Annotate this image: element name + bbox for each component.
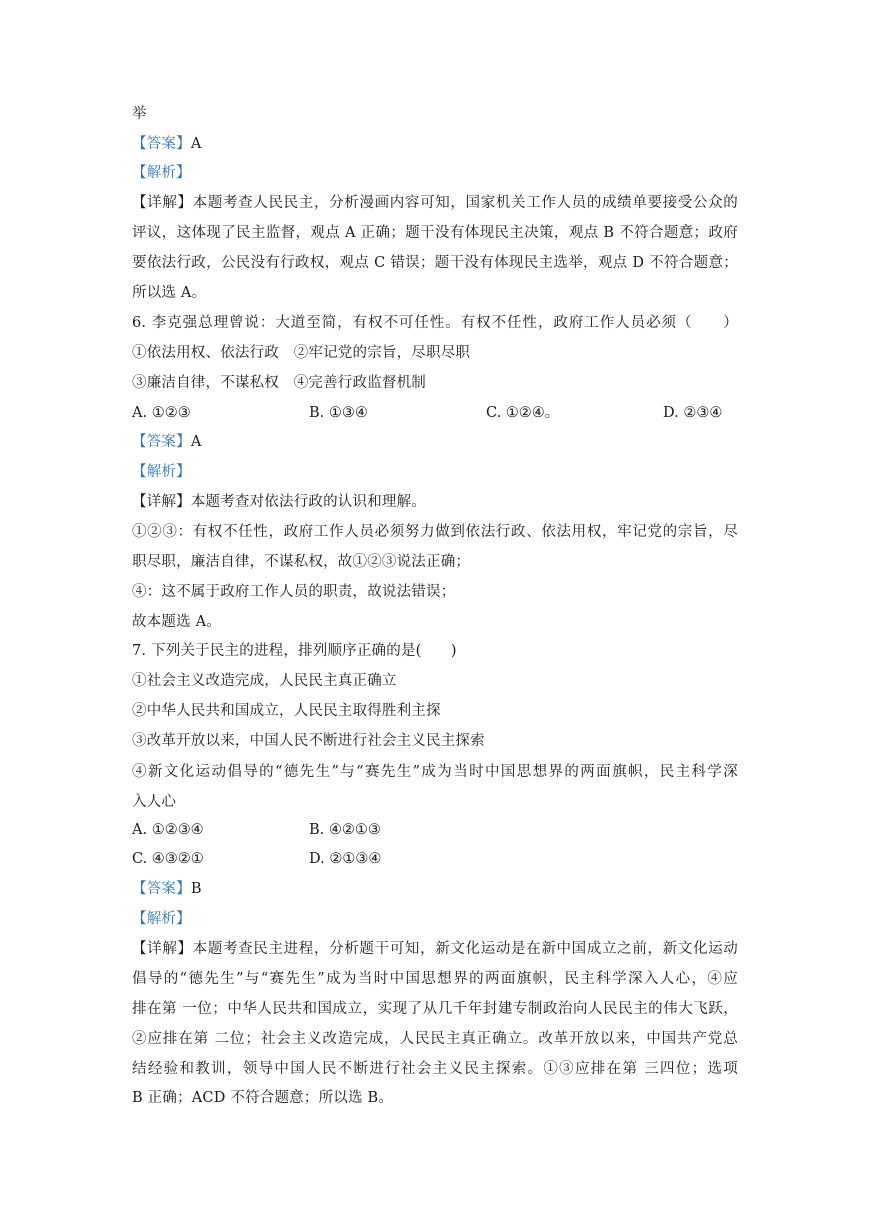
q7-statement: ④新文化运动倡导的“德先生”与“赛先生”成为当时中国思想界的两面旗帜，民主科学深 (132, 764, 738, 780)
detail-text: 本题考查对依法行政的认识和理解。 (190, 494, 427, 510)
analysis-tag: 【解析】 (132, 911, 191, 927)
q7-detail-line (132, 939, 738, 959)
q7-option-a: A. ①②③④ (132, 822, 204, 838)
detail-text: 本题考查人民民主，分析漫画内容可知，国家机关工作人员的成绩单要接受公众的 (192, 195, 738, 211)
q6-statement: ③廉洁自律，不谋私权 ④完善行政监督机制 (132, 375, 426, 391)
q6-option-b: B. ①③④ (309, 405, 368, 421)
continued-fragment: 举 (132, 106, 147, 122)
q7-analysis-tag (132, 909, 191, 929)
q6-option-d: D. ②③④ (663, 405, 723, 421)
answer-value: A (190, 434, 202, 450)
q6-option-a: A. ①②③ (132, 405, 191, 421)
analysis-tag: 【解析】 (132, 464, 191, 480)
answer-tag: 【答案】 (132, 434, 191, 450)
answer-value: B (190, 881, 202, 897)
q7-stem: 7. 下列关于民主的进程，排列顺序正确的是( ) (132, 643, 457, 659)
detail-text: 本题考查民主进程，分析题干可知，新文化运动是在新中国成立之前，新文化运动 (192, 941, 738, 957)
q5-detail-line (132, 193, 738, 213)
q7-option-b: B. ④②①③ (309, 822, 381, 838)
q6-answer (132, 432, 201, 452)
detail-tag: 【详解】 (132, 494, 191, 510)
q5-answer (132, 134, 201, 154)
q6-analysis-tag (132, 462, 191, 482)
q6-statement: ①依法用权、依法行政 ②牢记党的宗旨，尽职尽职 (132, 345, 471, 361)
q7-statement: ①社会主义改造完成，人民民主真正确立 (132, 673, 397, 689)
q7-detail-line: ②应排在第 二位；社会主义改造完成，人民民主真正确立。改革开放以来，中国共产党总 (132, 1031, 738, 1047)
q6-detail-line: 故本题选 A。 (132, 614, 221, 630)
q5-detail-line: 要依法行政，公民没有行政权，观点 C 错误；题干没有体现民主选举，观点 D 不符合题意； (132, 255, 738, 271)
q5-analysis-tag (132, 163, 191, 183)
answer-tag: 【答案】 (132, 136, 191, 152)
q7-detail-line: B 正确；ACD 不符合题意；所以选 B。 (132, 1090, 394, 1106)
q6-detail-line: ①②③：有权不任性，政府工作人员必须努力做到依法行政、依法用权，牢记党的宗旨，尽 (132, 524, 738, 540)
detail-tag: 【详解】 (132, 941, 193, 957)
q6-detail-line (132, 492, 426, 512)
analysis-tag: 【解析】 (132, 165, 191, 181)
q7-answer (132, 879, 202, 899)
q7-detail-line: 倡导的“德先生”与“赛先生”成为当时中国思想界的两面旗帜，民主科学深入人心，④应 (132, 971, 738, 987)
q5-detail-line: 评议，这体现了民主监督，观点 A 正确；题干没有体现民主决策，观点 B 不符合题意；政府 (132, 225, 738, 241)
q7-detail-line: 排在第 一位；中华人民共和国成立，实现了从几千年封建专制政治向人民民主的伟大飞跃， (132, 1001, 738, 1017)
q7-statement: 入人心 (132, 794, 177, 810)
q7-option-d: D. ②①③④ (309, 851, 382, 867)
q7-statement: ③改革开放以来，中国人民不断进行社会主义民主探索 (132, 733, 485, 749)
q6-detail-line: 职尽职，廉洁自律，不谋私权，故①②③说法正确； (132, 554, 471, 570)
answer-value: A (190, 136, 202, 152)
detail-tag: 【详解】 (132, 195, 193, 211)
q5-detail-line: 所以选 A。 (132, 285, 207, 301)
q6-detail-line: ④：这不属于政府工作人员的职责，故说法错误； (132, 584, 456, 600)
q6-stem: 6. 李克强总理曾说：大道至简，有权不可任性。有权不任性，政府工作人员必须（ ） (132, 315, 738, 331)
q7-option-c: C. ④③②① (132, 851, 204, 867)
answer-tag: 【答案】 (132, 881, 191, 897)
q7-statement: ②中华人民共和国成立，人民民主取得胜利主探 (132, 703, 441, 719)
q7-detail-line: 结经验和教训，领导中国人民不断进行社会主义民主探索。①③应排在第 三四位；选项 (132, 1061, 738, 1077)
q6-option-c: C. ①②④。 (486, 405, 560, 421)
